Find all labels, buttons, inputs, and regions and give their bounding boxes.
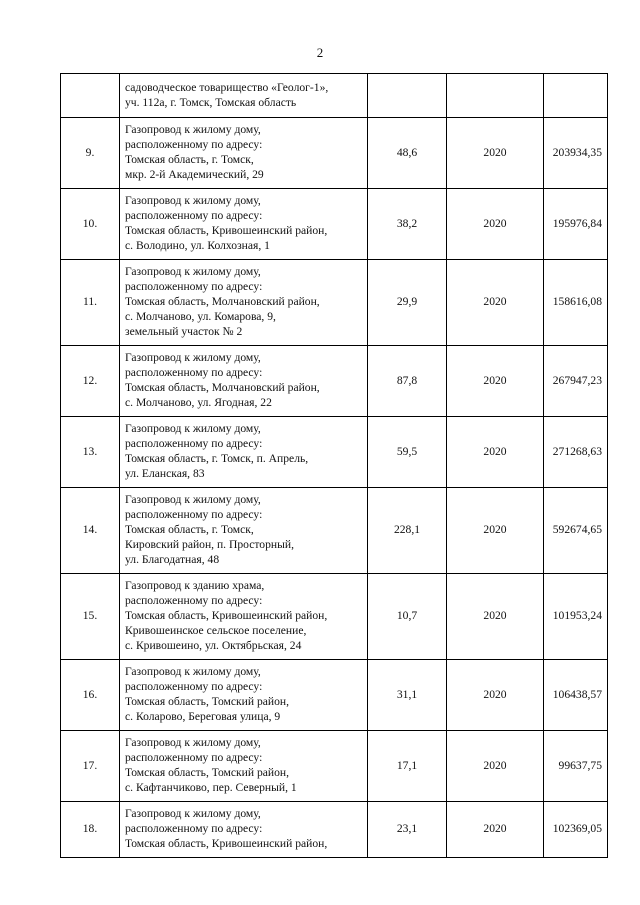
object-name-line: Кировский район, п. Просторный,: [125, 537, 294, 551]
object-name-line: Газопровод к жилому дому,: [125, 123, 261, 137]
object-name-line: с. Володино, ул. Колхозная, 1: [125, 238, 270, 252]
page-number: 2: [316, 45, 324, 60]
length-cell: 29,9: [368, 260, 447, 346]
cost-cell: 158616,08: [544, 260, 608, 346]
year-cell: 2020: [447, 118, 544, 189]
object-name: [120, 74, 368, 118]
object-name-line: Томская область, Томский район,: [125, 766, 289, 779]
object-name-line: расположенному по адресу:: [125, 751, 263, 765]
cost-cell: [544, 74, 608, 118]
table-row: [61, 574, 608, 660]
object-name: [120, 660, 368, 731]
object-name: [120, 260, 368, 346]
table-row: [61, 74, 608, 118]
object-name-line: Томская область, Кривошеинский район,: [125, 836, 328, 850]
length-cell: 10,7: [368, 574, 447, 660]
object-name-line: расположенному по адресу:: [125, 437, 263, 451]
object-name-line: Томская область, г. Томск,: [125, 523, 254, 537]
row-number: 13.: [61, 417, 120, 488]
object-name-line: Томская область, Молчановский район,: [125, 295, 320, 309]
object-name-line: расположенному по адресу:: [125, 594, 263, 608]
object-name: [120, 731, 368, 802]
cost-cell: 195976,84: [544, 189, 608, 260]
object-name: [120, 488, 368, 574]
length-cell: 59,5: [368, 417, 447, 488]
object-name-line: расположенному по адресу:: [125, 508, 263, 522]
object-name-line: земельный участок № 2: [125, 324, 243, 338]
object-name-line: Газопровод к жилому дому,: [125, 493, 261, 507]
year-cell: 2020: [447, 417, 544, 488]
row-number: [61, 74, 120, 118]
object-name-line: Кривошеинское сельское поселение,: [125, 623, 307, 637]
object-name-line: ул. Еланская, 83: [125, 466, 205, 480]
cost-cell: 106438,57: [544, 660, 608, 731]
length-cell: 23,1: [368, 802, 447, 858]
object-name-line: Томская область, г. Томск,: [125, 153, 254, 166]
year-cell: 2020: [447, 660, 544, 731]
table-row: [61, 346, 608, 417]
object-name-line: с. Кафтанчиково, пер. Северный, 1: [125, 780, 297, 794]
length-cell: 87,8: [368, 346, 447, 417]
length-cell: 31,1: [368, 660, 447, 731]
row-number: 16.: [61, 660, 120, 731]
object-name-line: расположенному по адресу:: [125, 366, 263, 380]
object-name-line: Газопровод к жилому дому,: [125, 194, 261, 208]
object-name-line: Газопровод к жилому дому,: [125, 351, 261, 365]
object-name-line: уч. 112а, г. Томск, Томская область: [125, 95, 297, 109]
object-name-line: расположенному по адресу:: [125, 280, 263, 294]
object-name-line: Газопровод к жилому дому,: [125, 665, 261, 679]
row-number: 9.: [61, 118, 120, 189]
object-name-line: Газопровод к жилому дому,: [125, 736, 261, 750]
object-name-line: ул. Благодатная, 48: [125, 552, 220, 566]
table-row: [61, 660, 608, 731]
object-name-line: расположенному по адресу:: [125, 822, 263, 836]
row-number: 11.: [61, 260, 120, 346]
object-name-line: с. Коларово, Береговая улица, 9: [125, 709, 281, 723]
object-name-line: Газопровод к жилому дому,: [125, 265, 261, 279]
object-name-line: расположенному по адресу:: [125, 680, 263, 694]
row-number: 12.: [61, 346, 120, 417]
object-name-line: с. Молчаново, ул. Ягодная, 22: [125, 395, 272, 409]
cost-cell: 203934,35: [544, 118, 608, 189]
length-cell: 38,2: [368, 189, 447, 260]
row-number: 10.: [61, 189, 120, 260]
year-cell: 2020: [447, 731, 544, 802]
row-number: 15.: [61, 574, 120, 660]
year-cell: 2020: [447, 346, 544, 417]
object-name: [120, 118, 368, 189]
cost-cell: 102369,05: [544, 802, 608, 858]
table-row: [61, 189, 608, 260]
cost-cell: 592674,65: [544, 488, 608, 574]
table-row: [61, 417, 608, 488]
table-row: [61, 260, 608, 346]
object-name-line: Газопровод к зданию храма,: [125, 579, 265, 593]
object-name: [120, 346, 368, 417]
object-name-line: Томская область, Кривошеинский район,: [125, 224, 328, 237]
year-cell: 2020: [447, 260, 544, 346]
year-cell: 2020: [447, 802, 544, 858]
object-name-line: Томская область, Томский район,: [125, 695, 289, 708]
length-cell: [368, 74, 447, 118]
object-name: [120, 189, 368, 260]
object-name-line: Томская область, Молчановский район,: [125, 381, 320, 394]
year-cell: [447, 74, 544, 118]
year-cell: 2020: [447, 189, 544, 260]
object-name-line: Томская область, Кривошеинский район,: [125, 609, 328, 623]
table-row: [61, 488, 608, 574]
cost-cell: 271268,63: [544, 417, 608, 488]
length-cell: 228,1: [368, 488, 447, 574]
object-name: [120, 417, 368, 488]
table-row: [61, 118, 608, 189]
length-cell: 17,1: [368, 731, 447, 802]
year-cell: 2020: [447, 574, 544, 660]
object-name-line: Томская область, г. Томск, п. Апрель,: [125, 452, 309, 465]
object-name-line: Газопровод к жилому дому,: [125, 422, 261, 436]
object-name-line: Газопровод к жилому дому,: [125, 807, 261, 821]
row-number: 14.: [61, 488, 120, 574]
table-row: [61, 731, 608, 802]
object-name-line: с. Молчаново, ул. Комарова, 9,: [125, 309, 276, 323]
object-name-line: расположенному по адресу:: [125, 138, 263, 152]
length-cell: 48,6: [368, 118, 447, 189]
cost-cell: 99637,75: [544, 731, 608, 802]
object-name-line: садоводческое товарищество «Геолог-1»,: [125, 80, 329, 94]
object-name: [120, 574, 368, 660]
object-name-line: с. Кривошеино, ул. Октябрьская, 24: [125, 638, 302, 652]
cost-cell: 101953,24: [544, 574, 608, 660]
object-name-line: мкр. 2-й Академический, 29: [125, 167, 264, 181]
row-number: 17.: [61, 731, 120, 802]
year-cell: 2020: [447, 488, 544, 574]
object-name: [120, 802, 368, 858]
table-row: [61, 802, 608, 858]
row-number: 18.: [61, 802, 120, 858]
object-name-line: расположенному по адресу:: [125, 209, 263, 223]
cost-cell: 267947,23: [544, 346, 608, 417]
gas-pipeline-table: [60, 73, 608, 858]
